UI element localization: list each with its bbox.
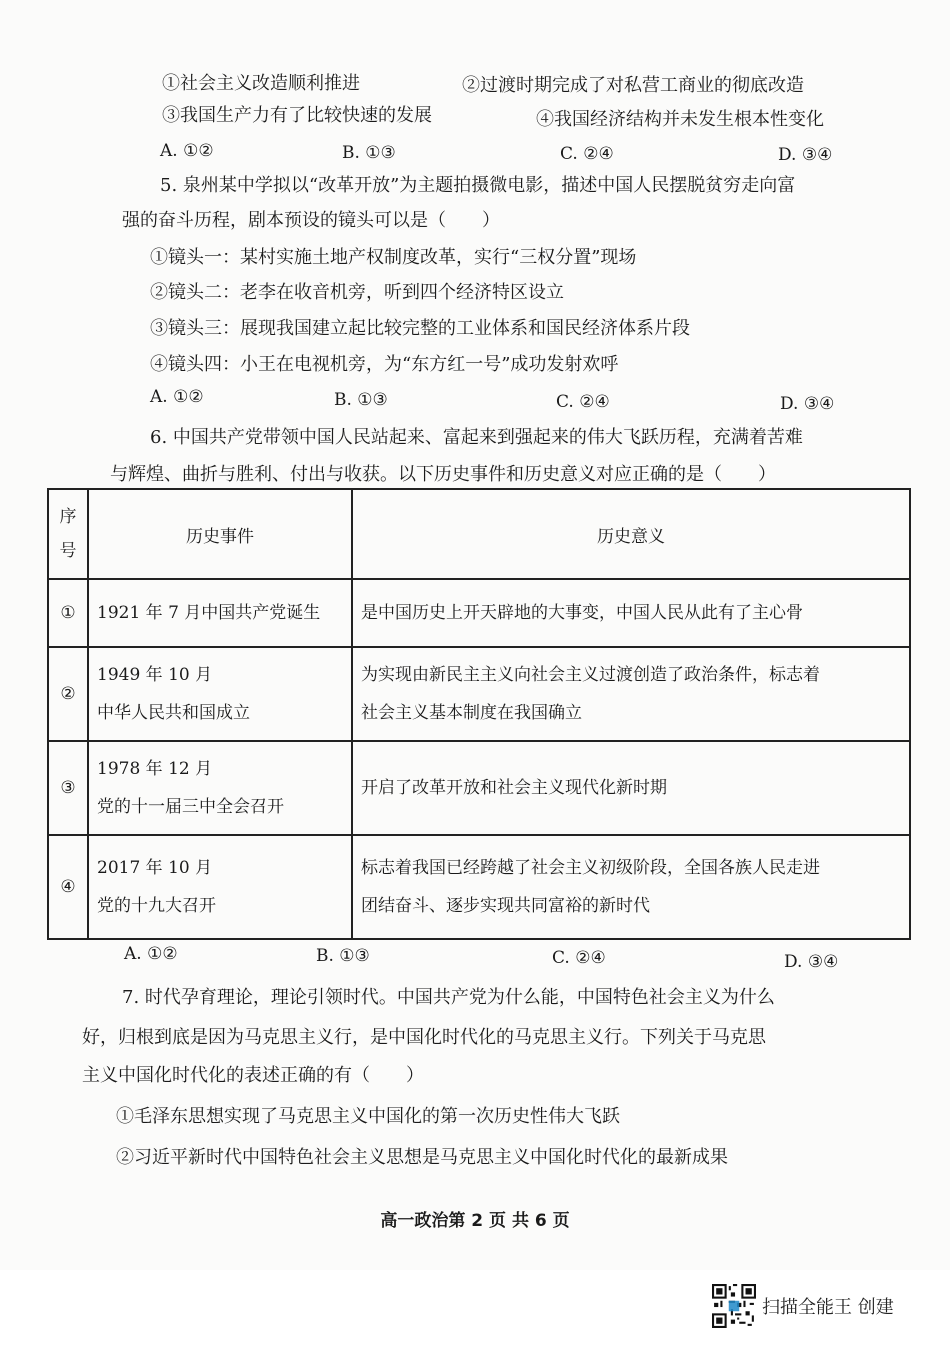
q4-statement-2: ②过渡时期完成了对私营工商业的彻底改造	[462, 75, 804, 96]
meaning-line: 开启了改革开放和社会主义现代化新时期	[361, 778, 667, 798]
q6-option-a: A. ①②	[124, 944, 178, 964]
q5-statement-2: ②镜头二：老李在收音机旁，听到四个经济特区设立	[150, 282, 564, 303]
q7-stem-line2: 好，归根到底是因为马克思主义行，是中国化时代化的马克思主义行。下列关于马克思	[82, 1027, 766, 1048]
event-line: 2017 年 10 月	[97, 858, 213, 878]
row-meaning	[352, 835, 910, 939]
q7-stem-line1: 7. 时代孕育理论，理论引领时代。中国共产党为什么能，中国特色社会主义为什么	[122, 987, 775, 1008]
row-meaning	[352, 647, 910, 741]
q5-statement-1: ①镜头一：某村实施土地产权制度改革，实行“三权分置”现场	[150, 247, 637, 268]
event-line: 党的十九大召开	[97, 896, 216, 916]
header-serial-char1: 序	[59, 507, 77, 527]
page-footer: 高一政治第 2 页 共 6 页	[380, 1211, 570, 1231]
q7-statement-1: ①毛泽东思想实现了马克思主义中国化的第一次历史性伟大飞跃	[116, 1106, 620, 1127]
table-row	[48, 647, 910, 741]
q4-option-c: C. ②④	[560, 144, 614, 164]
scanner-label: 扫描全能王 创建	[762, 1297, 894, 1318]
q6-option-c: C. ②④	[552, 948, 606, 968]
q4-option-d: D. ③④	[778, 145, 833, 165]
row-meaning	[352, 741, 910, 835]
q7-stem-line3: 主义中国化时代化的表述正确的有（ ）	[82, 1065, 424, 1086]
row-number: ③	[48, 741, 88, 835]
q6-stem-line1: 6. 中国共产党带领中国人民站起来、富起来到强起来的伟大飞跃历程，充满着苦难	[150, 427, 803, 448]
meaning-line: 标志着我国已经跨越了社会主义初级阶段，全国各族人民走进	[361, 858, 820, 878]
q7-statement-2: ②习近平新时代中国特色社会主义思想是马克思主义中国化时代化的最新成果	[116, 1147, 728, 1168]
table-row	[48, 741, 910, 835]
q5-option-c: C. ②④	[556, 392, 610, 412]
q6-stem-line2: 与辉煌、曲折与胜利、付出与收获。以下历史事件和历史意义对应正确的是（ ）	[110, 464, 776, 485]
q5-stem-line2: 强的奋斗历程，剧本预设的镜头可以是（ ）	[122, 210, 500, 231]
event-line: 1978 年 12 月	[97, 759, 213, 779]
row-number: ④	[48, 835, 88, 939]
meaning-line: 是中国历史上开天辟地的大事变，中国人民从此有了主心骨	[361, 603, 803, 623]
q5-statement-4: ④镜头四：小王在电视机旁，为“东方红一号”成功发射欢呼	[150, 354, 619, 375]
row-number: ②	[48, 647, 88, 741]
row-event	[88, 647, 352, 741]
q4-option-b: B. ①③	[342, 143, 396, 163]
table-row	[48, 835, 910, 939]
q5-option-d: D. ③④	[780, 394, 835, 414]
q5-option-a: A. ①②	[150, 387, 204, 407]
event-line: 1921 年 7 月中国共产党诞生	[97, 603, 321, 623]
event-line: 中华人民共和国成立	[97, 703, 250, 723]
row-event	[88, 741, 352, 835]
event-line: 1949 年 10 月	[97, 665, 213, 685]
qr-code-icon	[712, 1284, 756, 1328]
q5-statement-3: ③镜头三：展现我国建立起比较完整的工业体系和国民经济体系片段	[150, 318, 690, 339]
header-serial-char2: 号	[59, 541, 77, 561]
meaning-line: 社会主义基本制度在我国确立	[361, 703, 582, 723]
q6-option-d: D. ③④	[784, 952, 839, 972]
header-event: 历史事件	[88, 489, 352, 579]
row-number: ①	[48, 579, 88, 647]
meaning-line: 团结奋斗、逐步实现共同富裕的新时代	[361, 896, 650, 916]
q4-statement-3: ③我国生产力有了比较快速的发展	[162, 105, 432, 126]
table-row	[48, 579, 910, 647]
row-event	[88, 835, 352, 939]
q5-option-b: B. ①③	[334, 390, 388, 410]
header-meaning: 历史意义	[352, 489, 910, 579]
header-serial	[48, 489, 88, 579]
event-line: 党的十一届三中全会召开	[97, 797, 284, 817]
row-meaning	[352, 579, 910, 647]
q5-stem-line1: 5. 泉州某中学拟以“改革开放”为主题拍摄微电影，描述中国人民摆脱贫穷走向富	[160, 175, 796, 196]
scanner-watermark	[712, 1284, 894, 1328]
table-header-row	[48, 489, 910, 579]
q4-option-a: A. ①②	[160, 141, 214, 161]
row-event	[88, 579, 352, 647]
q4-statement-1: ①社会主义改造顺利推进	[162, 73, 360, 94]
q6-option-b: B. ①③	[316, 946, 370, 966]
meaning-line: 为实现由新民主主义向社会主义过渡创造了政治条件，标志着	[361, 665, 820, 685]
q4-statement-4: ④我国经济结构并未发生根本性变化	[536, 109, 824, 130]
history-table	[47, 488, 911, 940]
